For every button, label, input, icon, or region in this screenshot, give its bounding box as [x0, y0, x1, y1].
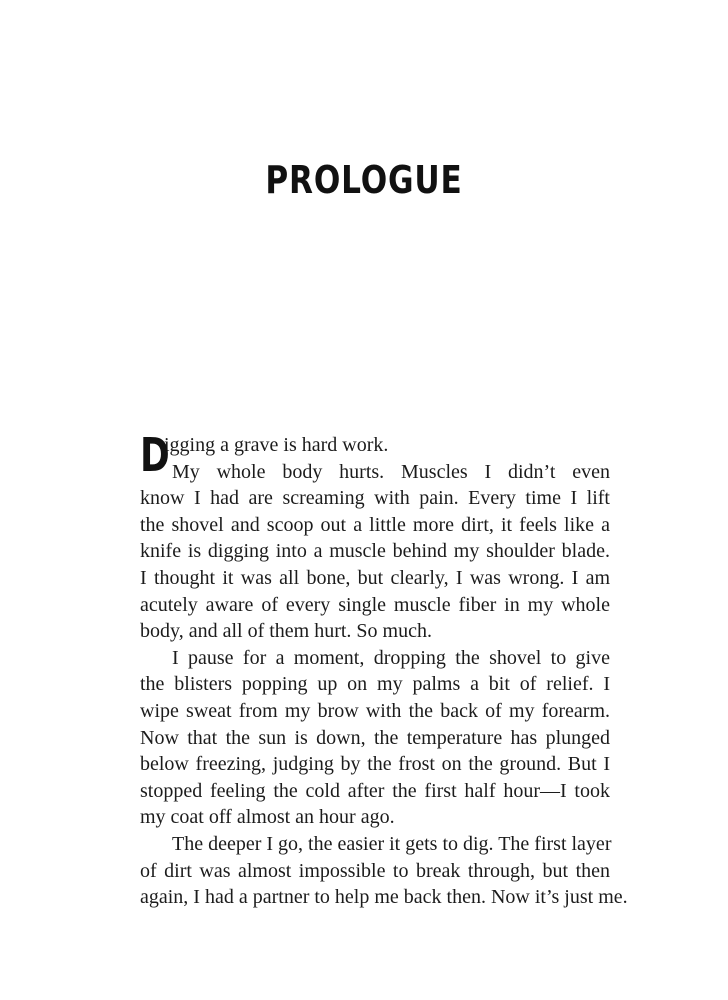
text-line: the blisters popping up on my palms a bit of relief. I — [140, 673, 610, 696]
text-line: the shovel and scoop out a little more dirt, it feels like a — [140, 513, 610, 536]
body-text — [140, 428, 628, 911]
text-line: I pause for a moment, dropping the shovel to give — [172, 646, 610, 669]
text-line: acutely aware of every single muscle fiber in my whole — [140, 593, 610, 616]
text-line: my coat off almost an hour ago. — [140, 806, 395, 829]
text-line: below freezing, judging by the frost on the ground. But I — [140, 753, 610, 776]
text-line: I thought it was all bone, but clearly, I was wrong. I am — [140, 566, 610, 589]
drop-cap: D — [140, 428, 170, 482]
text-line: Now that the sun is down, the temperature has plunged — [140, 726, 610, 749]
text-line: again, I had a partner to help me back then. Now it’s just me. — [140, 886, 628, 909]
text-line: My whole body hurts. Muscles I didn’t even — [172, 460, 610, 483]
text-line: knife is digging into a muscle behind my shoulder blade. — [140, 540, 610, 563]
chapter-title: PROLOGUE — [265, 158, 463, 202]
text-line: igging a grave is hard work. — [164, 434, 389, 456]
text-line: of dirt was almost impossible to break through, but then — [140, 859, 610, 882]
text-line: body, and all of them hurt. So much. — [140, 620, 432, 643]
text-line: The deeper I go, the easier it gets to dig. The first layer — [172, 832, 612, 855]
text-line: stopped feeling the cold after the first half hour—I took — [140, 779, 610, 802]
text-line: know I had are screaming with pain. Every time I lift — [140, 487, 610, 510]
text-line: wipe sweat from my brow with the back of my forearm. — [140, 699, 610, 722]
